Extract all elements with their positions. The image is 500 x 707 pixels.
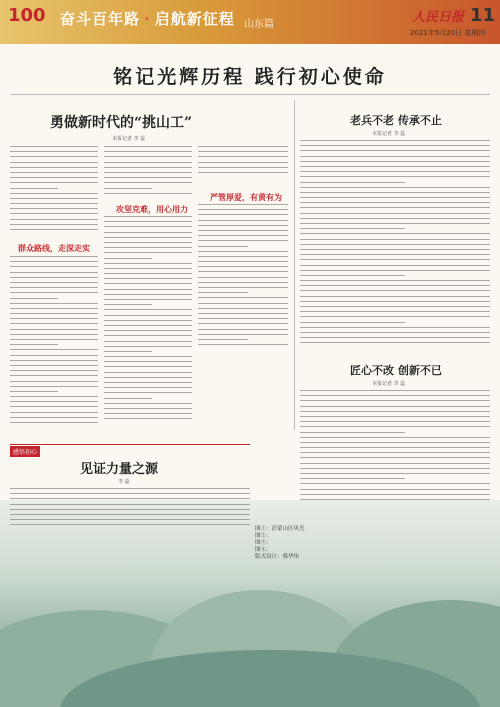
text-line <box>104 309 192 310</box>
text-line <box>104 299 192 300</box>
text-line <box>104 167 192 168</box>
text-line <box>104 392 192 393</box>
text-line <box>10 504 250 505</box>
text-line <box>104 283 192 284</box>
text-line <box>300 233 490 234</box>
text-line <box>10 208 98 209</box>
text-line <box>198 292 248 293</box>
text-line <box>10 344 58 345</box>
right-top-title: 老兵不老 传承不止 <box>350 114 442 127</box>
text-line <box>10 381 98 382</box>
page-headline: 铭记光辉历程 践行初心使命 <box>113 66 387 88</box>
left-col1-text-b <box>10 256 98 428</box>
left-article-title: 勇做新时代的“挑山工” <box>50 115 193 131</box>
text-line <box>198 204 288 205</box>
text-line <box>300 207 490 208</box>
text-line <box>104 278 192 279</box>
text-line <box>104 263 192 264</box>
issue-date: 2021年5月20日 星期四 <box>410 29 486 37</box>
right-mid-byline: 本报记者 李 蕊 <box>372 381 406 387</box>
text-line <box>104 232 192 233</box>
text-line <box>10 339 98 340</box>
text-line <box>104 221 192 222</box>
text-line <box>198 220 288 221</box>
text-line <box>300 442 490 443</box>
text-line <box>104 182 192 183</box>
text-line <box>10 365 98 366</box>
column-divider <box>294 100 295 430</box>
text-line <box>300 437 490 438</box>
text-line <box>104 398 152 399</box>
text-line <box>300 395 490 396</box>
headline-divider <box>10 94 490 95</box>
text-line <box>104 335 192 336</box>
text-line <box>198 162 288 163</box>
text-line <box>10 514 250 515</box>
text-line <box>10 156 98 157</box>
text-line <box>300 489 490 490</box>
text-line <box>10 167 98 168</box>
text-line <box>10 303 98 304</box>
text-line <box>300 494 490 495</box>
text-line <box>300 197 490 198</box>
right-mid-title: 匠心不改 创新不已 <box>350 364 442 377</box>
text-line <box>10 261 98 262</box>
text-line <box>104 372 192 373</box>
text-line <box>104 193 192 194</box>
text-line <box>10 360 98 361</box>
text-line <box>300 156 490 157</box>
text-line <box>198 297 288 298</box>
text-line <box>10 213 98 214</box>
text-line <box>300 301 490 302</box>
text-line <box>198 339 248 340</box>
text-line <box>104 172 192 173</box>
text-line <box>300 473 490 474</box>
text-line <box>104 162 192 163</box>
text-line <box>300 478 405 479</box>
text-line <box>300 161 490 162</box>
text-line <box>300 223 490 224</box>
left-subhead-1: 群众路线，走深走实 <box>18 243 90 253</box>
text-line <box>10 146 98 147</box>
text-line <box>104 356 192 357</box>
text-line <box>104 177 192 178</box>
text-line <box>300 432 405 433</box>
text-line <box>104 366 192 367</box>
text-line <box>10 329 98 330</box>
text-line <box>104 418 192 419</box>
text-line <box>300 228 405 229</box>
text-line <box>198 251 288 252</box>
text-line <box>300 166 490 167</box>
text-line <box>10 417 98 418</box>
text-line <box>300 275 405 276</box>
text-line <box>10 182 98 183</box>
text-line <box>10 162 98 163</box>
text-line <box>104 252 192 253</box>
text-line <box>300 332 490 333</box>
feature-rule <box>10 444 250 445</box>
text-line <box>198 146 288 147</box>
text-line <box>198 172 288 173</box>
text-line <box>104 273 192 274</box>
text-line <box>300 327 490 328</box>
text-line <box>198 287 288 288</box>
right-mid-text <box>300 390 490 510</box>
text-line <box>10 272 98 273</box>
right-top-text <box>300 140 490 350</box>
caption-line: 图②： <box>255 533 272 539</box>
text-line <box>10 313 98 314</box>
slogan-part-b: 启航新征程 <box>154 10 235 28</box>
left-col2-text-a <box>104 146 192 198</box>
text-line <box>10 172 98 173</box>
text-line <box>198 225 288 226</box>
text-line <box>300 145 490 146</box>
left-col2-text-b <box>104 216 192 428</box>
text-line <box>10 219 98 220</box>
page-number: 11 <box>470 5 496 26</box>
text-line <box>104 156 192 157</box>
text-line <box>10 203 98 204</box>
text-line <box>10 198 98 199</box>
text-line <box>300 457 490 458</box>
text-line <box>198 313 288 314</box>
text-line <box>300 426 490 427</box>
centenary-logo: 100 <box>8 5 46 26</box>
text-line <box>10 308 98 309</box>
text-line <box>104 351 152 352</box>
header-slogan <box>60 8 235 29</box>
left-subhead-2: 攻坚克难，用心用力 <box>116 204 188 214</box>
text-line <box>300 270 490 271</box>
text-line <box>104 258 152 259</box>
text-line <box>104 226 192 227</box>
photo-caption <box>255 526 355 561</box>
text-line <box>10 177 98 178</box>
text-line <box>198 235 288 236</box>
text-line <box>10 396 98 397</box>
text-line <box>300 285 490 286</box>
text-line <box>300 306 490 307</box>
text-line <box>104 387 192 388</box>
slogan-separator: · <box>144 10 151 28</box>
text-line <box>10 509 250 510</box>
text-line <box>10 188 58 189</box>
text-line <box>198 156 288 157</box>
text-line <box>300 337 490 338</box>
bottom-article-byline: 李 蕊 <box>118 479 130 485</box>
left-subhead-3: 严管厚爱，有黄有为 <box>210 192 282 202</box>
text-line <box>10 355 98 356</box>
text-line <box>300 249 490 250</box>
text-line <box>10 498 250 499</box>
left-col1-text-a <box>10 146 98 238</box>
text-line <box>300 468 490 469</box>
text-line <box>300 416 490 417</box>
text-line <box>10 287 98 288</box>
text-line <box>10 386 98 387</box>
text-line <box>300 316 490 317</box>
text-line <box>104 304 152 305</box>
text-line <box>300 483 490 484</box>
text-line <box>104 151 192 152</box>
text-line <box>300 187 490 188</box>
text-line <box>300 463 490 464</box>
text-line <box>10 323 98 324</box>
text-line <box>10 349 98 350</box>
text-line <box>104 413 192 414</box>
text-line <box>198 308 288 309</box>
text-line <box>10 282 98 283</box>
text-line <box>300 280 490 281</box>
text-line <box>300 421 490 422</box>
text-line <box>300 390 490 391</box>
text-line <box>10 266 98 267</box>
text-line <box>104 247 192 248</box>
text-line <box>300 239 490 240</box>
text-line <box>198 167 288 168</box>
text-line <box>104 242 192 243</box>
text-line <box>300 400 490 401</box>
text-line <box>104 330 192 331</box>
text-line <box>10 370 98 371</box>
text-line <box>10 401 98 402</box>
text-line <box>10 318 98 319</box>
text-line <box>300 213 490 214</box>
text-line <box>198 277 288 278</box>
text-line <box>104 341 192 342</box>
text-line <box>198 261 288 262</box>
text-line <box>300 202 490 203</box>
text-line <box>104 216 192 217</box>
text-line <box>104 294 192 295</box>
text-line <box>104 320 192 321</box>
text-line <box>104 361 192 362</box>
text-line <box>104 382 192 383</box>
caption-line: 图④： <box>255 547 272 553</box>
text-line <box>300 176 490 177</box>
page-header-banner <box>0 0 500 44</box>
text-line <box>198 323 288 324</box>
text-line <box>10 412 98 413</box>
text-line <box>104 188 152 189</box>
text-line <box>198 230 288 231</box>
text-line <box>10 229 98 230</box>
left-col3-text-b <box>198 204 288 354</box>
text-line <box>104 325 192 326</box>
bottom-article-title: 见证力量之源 <box>80 462 159 477</box>
text-line <box>10 298 58 299</box>
text-line <box>300 342 490 343</box>
text-line <box>104 146 192 147</box>
text-line <box>104 268 192 269</box>
text-line <box>300 140 490 141</box>
text-line <box>198 151 288 152</box>
text-line <box>104 315 192 316</box>
text-line <box>300 259 490 260</box>
text-line <box>198 246 248 247</box>
text-line <box>104 289 192 290</box>
text-line <box>10 519 250 520</box>
caption-credit: 版式设计：蔡华伟 <box>255 554 300 560</box>
text-line <box>198 266 288 267</box>
text-line <box>10 151 98 152</box>
text-line <box>300 311 490 312</box>
caption-line: 图③： <box>255 540 272 546</box>
text-line <box>300 171 490 172</box>
text-line <box>10 292 98 293</box>
text-line <box>300 244 490 245</box>
region-label: 山东篇 <box>244 19 274 30</box>
text-line <box>10 375 98 376</box>
feature-tag: 感悟初心 <box>10 446 40 457</box>
bottom-article-text <box>10 488 250 534</box>
text-line <box>198 303 288 304</box>
text-line <box>10 493 250 494</box>
text-line <box>198 214 288 215</box>
text-line <box>10 406 98 407</box>
left-col3-text-a <box>198 146 288 182</box>
text-line <box>300 322 405 323</box>
right-top-byline: 本报记者 李 蕊 <box>372 131 406 137</box>
text-line <box>300 182 405 183</box>
text-line <box>198 282 288 283</box>
text-line <box>198 318 288 319</box>
text-line <box>300 150 490 151</box>
text-line <box>198 240 288 241</box>
text-line <box>10 224 98 225</box>
left-article-byline: 本报记者 李 蕊 <box>112 136 146 142</box>
text-line <box>198 344 288 345</box>
newspaper-name: 人民日报 <box>412 10 465 25</box>
text-line <box>198 256 288 257</box>
text-line <box>10 256 98 257</box>
text-line <box>300 447 490 448</box>
text-line <box>300 411 490 412</box>
text-line <box>10 193 98 194</box>
text-line <box>104 403 192 404</box>
text-line <box>10 277 98 278</box>
text-line <box>104 408 192 409</box>
text-line <box>300 406 490 407</box>
text-line <box>10 334 98 335</box>
text-line <box>300 218 490 219</box>
slogan-part-a: 奋斗百年路 <box>60 10 141 28</box>
text-line <box>10 391 58 392</box>
text-line <box>104 346 192 347</box>
text-line <box>300 296 490 297</box>
text-line <box>104 237 192 238</box>
text-line <box>300 192 490 193</box>
text-line <box>300 290 490 291</box>
text-line <box>198 209 288 210</box>
caption-line: 图①：沂蒙山区风光 <box>255 526 305 532</box>
text-line <box>300 452 490 453</box>
text-line <box>300 265 490 266</box>
text-line <box>198 271 288 272</box>
text-line <box>104 377 192 378</box>
text-line <box>10 422 98 423</box>
text-line <box>10 524 250 525</box>
text-line <box>198 334 288 335</box>
text-line <box>300 254 490 255</box>
text-line <box>10 488 250 489</box>
text-line <box>198 329 288 330</box>
